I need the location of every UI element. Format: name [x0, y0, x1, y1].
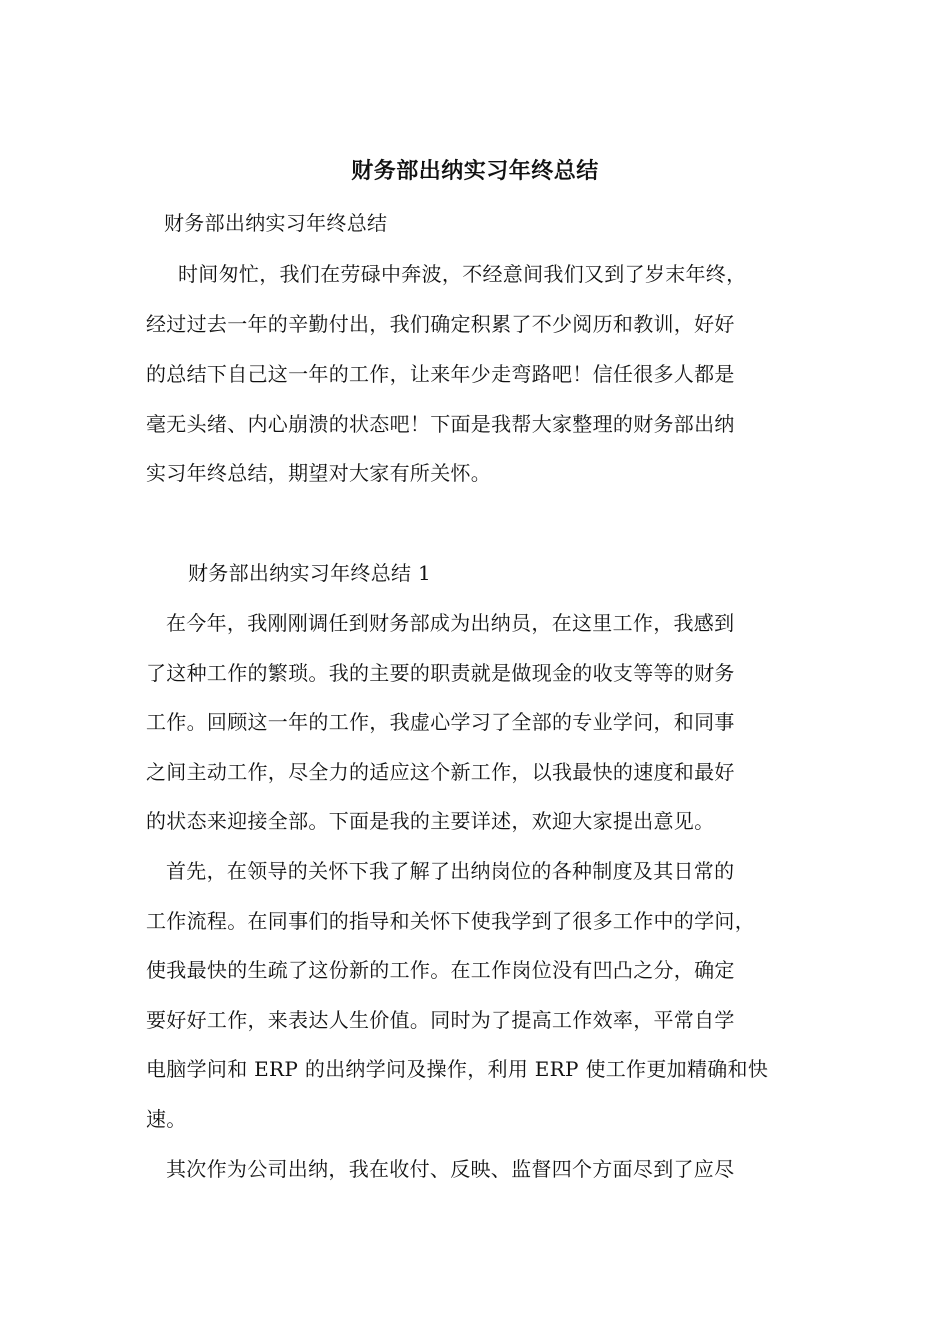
document-title: 财务部出纳实习年终总结	[351, 158, 599, 184]
paragraph-line: 工作。回顾这一年的工作，我虚心学习了全部的专业学问，和同事	[146, 710, 735, 734]
intro-line: 的总结下自己这一年的工作，让来年少走弯路吧！信任很多人都是	[146, 362, 735, 386]
paragraph-line: 首先，在领导的关怀下我了解了出纳岗位的各种制度及其日常的	[166, 859, 735, 883]
intro-line: 时间匆忙，我们在劳碌中奔波，不经意间我们又到了岁末年终，	[178, 262, 747, 286]
paragraph-line: 电脑学问和 ERP 的出纳学问及操作，利用 ERP 使工作更加精确和快	[146, 1057, 769, 1081]
paragraph-line: 使我最快的生疏了这份新的工作。在工作岗位没有凹凸之分，确定	[146, 958, 735, 982]
paragraph-line: 速。	[146, 1107, 187, 1131]
paragraph-line: 了这种工作的繁琐。我的主要的职责就是做现金的收支等等的财务	[146, 661, 735, 685]
paragraph-line: 的状态来迎接全部。下面是我的主要详述，欢迎大家提出意见。	[146, 809, 715, 833]
paragraph-line: 工作流程。在同事们的指导和关怀下使我学到了很多工作中的学问，	[146, 909, 755, 933]
document-subtitle: 财务部出纳实习年终总结	[164, 211, 388, 235]
paragraph-line: 要好好工作，来表达人生价值。同时为了提高工作效率，平常自学	[146, 1008, 735, 1032]
paragraph-line: 在今年，我刚刚调任到财务部成为出纳员，在这里工作，我感到	[166, 611, 735, 635]
intro-line: 毫无头绪、内心崩溃的状态吧！下面是我帮大家整理的财务部出纳	[146, 412, 735, 436]
section-heading: 财务部出纳实习年终总结 1	[188, 561, 431, 585]
intro-line: 经过过去一年的辛勤付出，我们确定积累了不少阅历和教训，好好	[146, 312, 735, 336]
paragraph-line: 之间主动工作，尽全力的适应这个新工作，以我最快的速度和最好	[146, 760, 735, 784]
intro-line: 实习年终总结，期望对大家有所关怀。	[146, 461, 492, 485]
paragraph-line: 其次作为公司出纳，我在收付、反映、监督四个方面尽到了应尽	[166, 1157, 735, 1181]
